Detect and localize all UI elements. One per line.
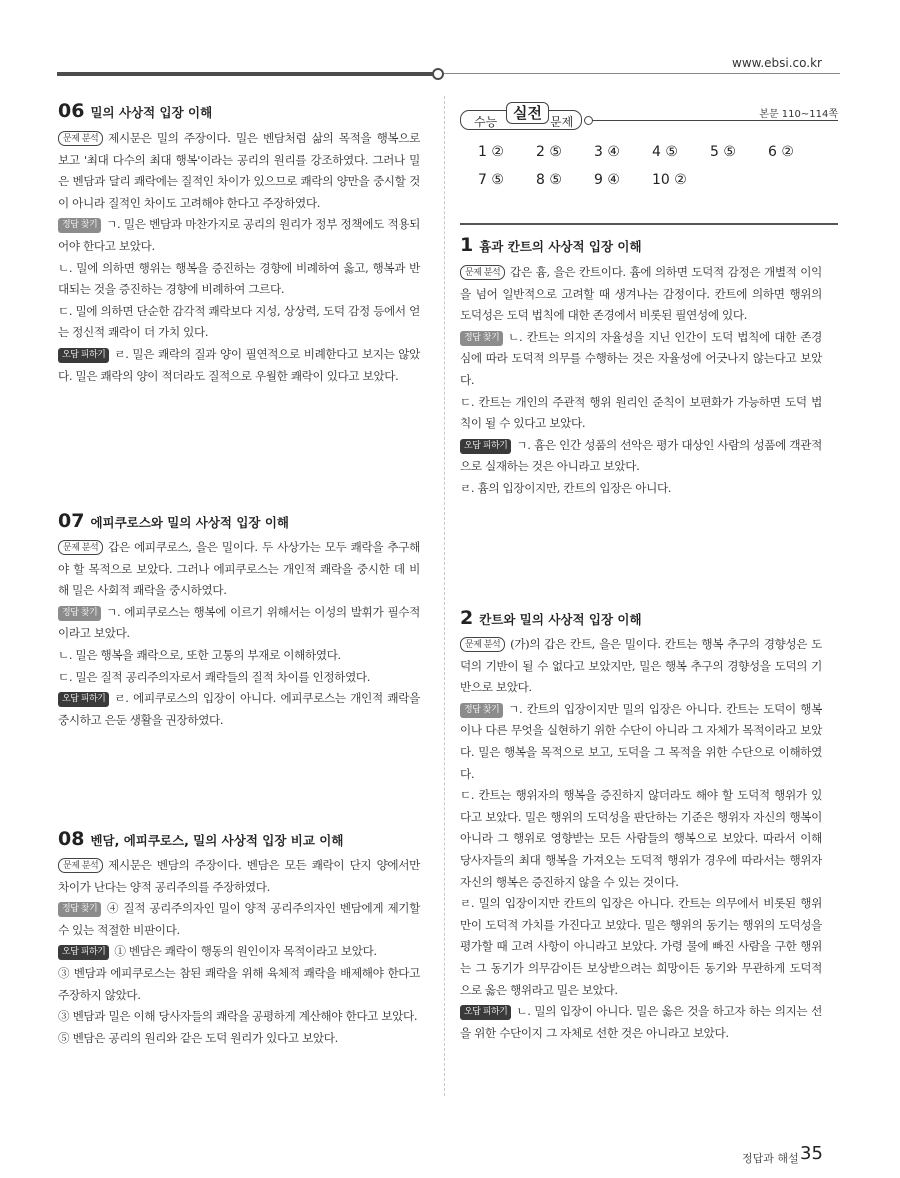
explanation-08 [58, 855, 420, 1049]
header-line [588, 120, 838, 121]
question-number: 08 [58, 828, 85, 850]
answer-find-tag: 정답 찾기 [460, 331, 503, 346]
question-number: 1 [460, 234, 474, 256]
header-rule-dot [432, 68, 444, 80]
page-reference: 본문 110~114쪽 [759, 109, 838, 120]
wrong-answer-tag: 오답 피하기 [460, 1005, 511, 1020]
answer-item: 5 ⑤ [710, 144, 736, 160]
label-siljeon: 실전 [506, 102, 549, 124]
question-title: 벤담, 에피쿠로스, 밀의 사상적 입장 비교 이해 [90, 833, 344, 848]
answer-item: 8 ⑤ [536, 172, 562, 188]
avoid-text: ① 벤담은 쾌락이 행동의 원인이자 목적이라고 보았다. [114, 944, 377, 959]
answer-item: 9 ④ [594, 172, 620, 188]
column-divider [444, 96, 445, 1096]
find-text: ㄱ. 칸트의 입장이지만 밀의 입장은 아니다. 칸트는 도덕이 행복이나 다른 무엇을 실현하기 위한 수단이 아니라 그 자체가 목적이라고 보았다. 밀은 행복을 목적으로 보고, 도덕을 그 목적을 위한 수단으로 이해하였다. [460, 701, 822, 781]
page-number: 35 [800, 1143, 823, 1164]
question-heading-07 [58, 510, 289, 532]
answer-item: 3 ④ [594, 144, 620, 160]
analysis-tag: 문제 분석 [58, 858, 103, 873]
explanation-line: ㄴ. 밀은 행복을 쾌락으로, 또한 고통의 부재로 이해하였다. [58, 647, 341, 662]
answer-find-tag: 정답 찾기 [58, 606, 101, 621]
avoid-text: ㄱ. 흄은 인간 성품의 선악은 평가 대상인 사람의 성품에 객관적으로 실재하는 것은 아니라고 보았다. [460, 437, 822, 474]
analysis-text: 갑은 에피쿠로스, 을은 밀이다. 두 사상가는 모두 쾌락을 추구해야 할 목적으로 보았다. 그러나 에피쿠로스는 개인적 쾌락을 중시한 데 비해 밀은 사회적 쾌락을 중시하였다. [58, 540, 420, 598]
explanation-line: ㄴ. 밀에 의하면 행위는 행복을 증진하는 경향에 비례하여 옳고, 행복과 반대되는 것을 증진하는 경향에 비례하여 그르다. [58, 260, 420, 297]
find-text: ㄱ. 에피쿠로스는 행복에 이르기 위해서는 이성의 발휘가 필수적이라고 보았다. [58, 604, 420, 641]
explanation-07 [58, 537, 420, 731]
answer-item: 4 ⑤ [652, 144, 678, 160]
answer-find-tag: 정답 찾기 [460, 703, 503, 718]
question-number: 2 [460, 607, 474, 629]
site-url: www.ebsi.co.kr [732, 56, 822, 70]
explanation-1 [460, 262, 822, 500]
analysis-text: 제시문은 벤담의 주장이다. 벤담은 모든 쾌락이 단지 양에서만 차이가 난다는 양적 공리주의를 주장하였다. [58, 858, 420, 894]
question-number: 06 [58, 100, 85, 122]
analysis-tag: 문제 분석 [460, 265, 505, 280]
analysis-tag: 문제 분석 [58, 540, 103, 555]
question-title: 칸트와 밀의 사상적 입장 이해 [479, 612, 642, 627]
analysis-text: 제시문은 밀의 주장이다. 밀은 벤담처럼 삶의 목적을 행복으로 보고 '최대 다수의 최대 행복'이라는 공리의 원리를 강조하였다. 그러나 밀은 벤담과 달리 쾌락에는 질적인 차이가 있으므로 쾌락의 양만을 중시할 것이 아니라 질적인 차이도 고려해야 한다고 주장하였다. [58, 131, 420, 210]
analysis-text: 갑은 흄, 을은 칸트이다. 흄에 의하면 도덕적 감정은 개별적 이익을 넘어 일반적으로 고려할 때 생겨나는 감정이다. 칸트에 의하면 행위의 도덕성은 도덕 법칙에 대한 존경에서 비롯된 필연성에 있다. [460, 265, 822, 323]
question-heading-06 [58, 100, 212, 122]
answer-item: 1 ② [478, 144, 504, 160]
explanation-line: ㄷ. 칸트는 개인의 주관적 행위 원리인 준칙이 보편화가 가능하면 도덕 법칙이 될 수 있다고 보았다. [460, 394, 822, 431]
question-number: 07 [58, 510, 85, 532]
header-dot [584, 116, 593, 125]
label-suneung: 수능 [474, 115, 498, 129]
question-title: 밀의 사상적 입장 이해 [90, 105, 213, 120]
wrong-answer-tag: 오답 피하기 [460, 439, 511, 454]
answer-item: 10 ② [652, 172, 687, 188]
avoid-text: ㄹ. 밀은 쾌락의 질과 양이 필연적으로 비례한다고 보지는 않았다. 밀은 쾌락의 양이 적더라도 질적으로 우월한 쾌락이 있다고 보았다. [58, 346, 420, 383]
analysis-tag: 문제 분석 [58, 131, 103, 146]
avoid-text: ㄹ. 에피쿠로스의 입장이 아니다. 에피쿠로스는 개인적 쾌락을 중시하고 은둔 생활을 권장하였다. [58, 691, 420, 727]
answer-find-tag: 정답 찾기 [58, 902, 101, 917]
explanation-line: ㄷ. 밀에 의하면 단순한 감각적 쾌락보다 지성, 상상력, 도덕 감정 등에서 얻는 정신적 쾌락이 더 가치 있다. [58, 303, 420, 340]
answer-item: 7 ⑤ [478, 172, 504, 188]
question-heading-08 [58, 828, 343, 850]
answer-item: 2 ⑤ [536, 144, 562, 160]
explanation-2 [460, 634, 822, 1044]
explanation-line: ③ 벤담과 에피쿠로스는 참된 쾌락을 위해 육체적 쾌락을 배제해야 한다고 주장하지 않았다. [58, 965, 420, 1002]
find-text: ㄴ. 칸트는 의지의 자율성을 지닌 인간이 도덕 법칙에 대한 존경심에 따라 도덕적 의무를 수행하는 것은 자율성에 어긋나지 않는다고 보았다. [460, 329, 822, 387]
wrong-answer-tag: 오답 피하기 [58, 348, 109, 363]
avoid-text: ㄴ. 밀의 입장이 아니다. 밀은 옳은 것을 하고자 하는 의지는 선을 위한 수단이지 그 자체로 선한 것은 아니라고 보았다. [460, 1004, 822, 1040]
label-munje: 문제 [550, 115, 574, 129]
answer-box-bottom-rule [460, 223, 838, 225]
explanation-line: ⑤ 벤담은 공리의 원리와 같은 도덕 원리가 있다고 보았다. [58, 1030, 338, 1045]
wrong-answer-tag: 오답 피하기 [58, 692, 109, 707]
find-text: ④ 질적 공리주의자인 밀이 양적 공리주의자인 벤담에게 제기할 수 있는 적절한 비판이다. [58, 901, 420, 937]
header-rule-thin [444, 73, 840, 74]
explanation-line: ㄷ. 밀은 질적 공리주의자로서 쾌락들의 질적 차이를 인정하였다. [58, 669, 371, 684]
question-heading-1 [460, 234, 642, 256]
analysis-text: (가)의 갑은 칸트, 을은 밀이다. 칸트는 행복 추구의 경향성은 도덕의 기반이 될 수 없다고 보았지만, 밀은 행복 추구의 경향성을 도덕의 기반으로 보았다. [460, 637, 822, 695]
answer-find-tag: 정답 찾기 [58, 218, 101, 233]
question-title: 흄과 칸트의 사상적 입장 이해 [479, 239, 642, 254]
analysis-tag: 문제 분석 [460, 637, 505, 652]
answer-item: 6 ② [768, 144, 794, 160]
wrong-answer-tag: 오답 피하기 [58, 945, 109, 960]
find-text: ㄱ. 밀은 벤담과 마찬가지로 공리의 원리가 정부 정책에도 적용되어야 한다고 보았다. [58, 217, 420, 253]
explanation-line: ㄹ. 흄의 입장이지만, 칸트의 입장은 아니다. [460, 480, 672, 495]
explanation-line: ㄹ. 밀의 입장이지만 칸트의 입장은 아니다. 칸트는 의무에서 비롯된 행위만이 도덕적 가치를 가진다고 보았다. 밀은 행위의 동기는 행위의 도덕성을 평가할 때 고려 사항이 아니라고 보았다. 가령 물에 빠진 사람을 구한 행위는 그 동기가 의무감이든 보상받으려는 희망이든 동기와 무관하게 도덕적으로 옳은 행위라고 밀은 보았다. [460, 896, 822, 997]
question-heading-2 [460, 607, 642, 629]
explanation-line: ③ 벤담과 밀은 이해 당사자들의 쾌락을 공평하게 계산해야 한다고 보았다. [58, 1009, 418, 1024]
footer-label: 정답과 해설 [742, 1152, 799, 1165]
answer-key-box [460, 100, 838, 226]
answer-box-header [460, 100, 588, 130]
header-rule [57, 72, 437, 76]
explanation-line: ㄷ. 칸트는 행위자의 행복을 증진하지 않더라도 해야 할 도덕적 행위가 있다고 보았다. 밀은 행위의 도덕성을 판단하는 기준은 행위자 자신의 행복이 아니라 그 행위로 영향받는 모든 사람들의 행복으로 보았다. 따라서 이해 당사자들의 최대 행복을 가져오는 도덕적 행위가 경우에 따라서는 행위자 자신의 행복은 증진하지 않을 수 있는 것이다. [460, 788, 822, 889]
explanation-06 [58, 128, 420, 387]
question-title: 에피쿠로스와 밀의 사상적 입장 이해 [90, 515, 289, 530]
